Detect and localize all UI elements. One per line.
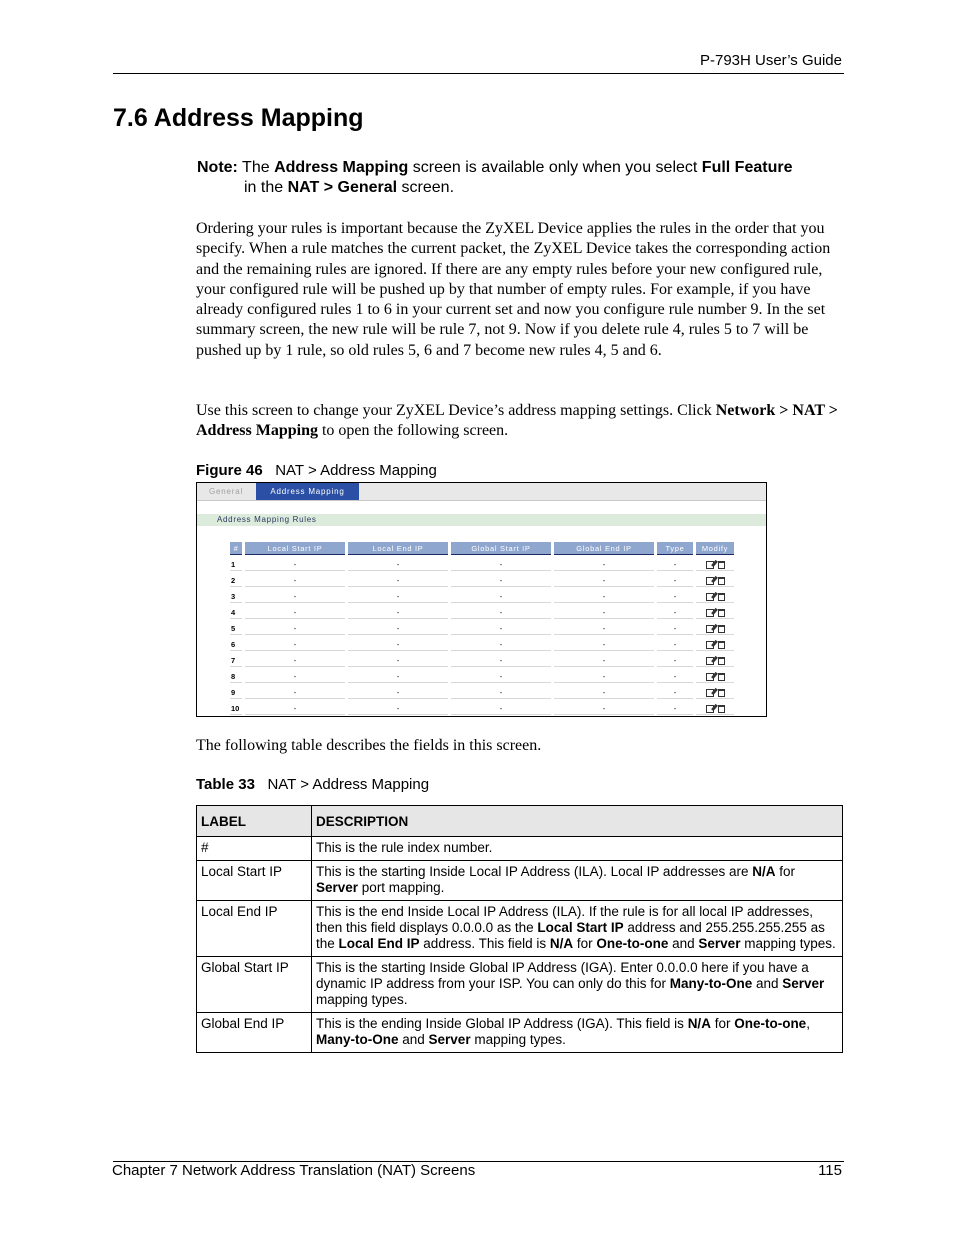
field-description-table (196, 805, 843, 1053)
table-row (197, 861, 843, 901)
note-text: screen. (397, 179, 455, 196)
rule-global-end: - (554, 670, 654, 683)
edit-icon[interactable] (706, 625, 714, 633)
edit-icon[interactable] (706, 609, 714, 617)
rule-modify (696, 702, 734, 715)
rule-local-end: - (348, 606, 448, 619)
rule-global-end: - (554, 702, 654, 715)
field-label: Global End IP (197, 1013, 312, 1053)
rule-global-start: - (451, 590, 551, 603)
field-description: This is the starting Inside Global IP Address (IGA). Enter 0.0.0.0 here if you have a dynamic IP address from your ISP. You can only do this for Many-to-One and Server mapping types. (312, 957, 843, 1013)
rule-local-start: - (245, 558, 345, 571)
rule-global-end: - (554, 606, 654, 619)
field-description: This is the end Inside Local IP Address (ILA). If the rule is for all local IP addresses, then this field displays 0.0.0.0 as the Local Start IP address and 255.255.255.255 as the Local End IP address. This field is N/A for One-to-one and Server mapping types. (312, 901, 843, 957)
table-row (197, 1013, 843, 1053)
tab-general[interactable]: General (197, 483, 255, 500)
header-rule (113, 73, 844, 74)
note-bold: Address Mapping (274, 159, 409, 176)
rule-modify (696, 654, 734, 667)
header-description: DESCRIPTION (312, 806, 843, 837)
rule-local-end: - (348, 670, 448, 683)
rule-index: 5 (230, 622, 242, 635)
col-local-end-ip: Local End IP (348, 542, 448, 555)
rule-type: - (657, 590, 693, 603)
field-label: Local Start IP (197, 861, 312, 901)
running-header: P-793H User’s Guide (699, 52, 842, 69)
rule-global-start: - (451, 702, 551, 715)
para-text: Use this screen to change your ZyXEL Device’s address mapping settings. Click (196, 402, 716, 419)
body-paragraph: Ordering your rules is important because the ZyXEL Device applies the rules in the order that you specify. When a rule matches the current packet, the ZyXEL Device takes the corresponding action and the remaining rules are ignored. If there are any empty rules before your new configured rule, your configured rule will be pushed up by that number of empty rules. For example, if you have already configured rules 1 to 6 in your current set and now you configure rule number 9. In the set summary screen, the new rule will be rule 7, not 9. Now if you delete rule 4, rules 5 to 7 will be pushed up by 1 rule, so old rules 5, 6 and 7 become new rules 4, 5 and 6. (196, 220, 831, 359)
rule-global-start: - (451, 638, 551, 651)
rule-local-end: - (348, 590, 448, 603)
col-local-start-ip: Local Start IP (245, 542, 345, 555)
tab-bar (197, 483, 766, 501)
rule-local-start: - (245, 622, 345, 635)
rule-type: - (657, 670, 693, 683)
delete-icon[interactable] (718, 625, 725, 633)
rule-local-end: - (348, 654, 448, 667)
rule-row (230, 606, 734, 619)
figure-caption (196, 462, 437, 479)
delete-icon[interactable] (718, 673, 725, 681)
col-global-start-ip: Global Start IP (451, 542, 551, 555)
field-label: Local End IP (197, 901, 312, 957)
rule-global-start: - (451, 558, 551, 571)
rule-index: 1 (230, 558, 242, 571)
note-bold: Full Feature (701, 159, 793, 176)
rule-global-start: - (451, 686, 551, 699)
header-label: LABEL (197, 806, 312, 837)
rule-row (230, 590, 734, 603)
rule-local-end: - (348, 686, 448, 699)
page-number: 115 (818, 1162, 842, 1179)
field-description: This is the ending Inside Global IP Address (IGA). This field is N/A for One-to-one, Many-to-One and Server mapping types. (312, 1013, 843, 1053)
delete-icon[interactable] (718, 577, 725, 585)
rule-index: 8 (230, 670, 242, 683)
field-description: This is the rule index number. (312, 837, 843, 861)
rule-global-start: - (451, 622, 551, 635)
figure-title: NAT > Address Mapping (275, 462, 437, 479)
rules-table (227, 539, 737, 717)
rule-index: 4 (230, 606, 242, 619)
rule-global-start: - (451, 654, 551, 667)
rule-index: 9 (230, 686, 242, 699)
para-bold: Network > NAT > Address Mapping (196, 402, 838, 440)
rule-local-start: - (245, 574, 345, 587)
rule-row (230, 654, 734, 667)
rule-row (230, 558, 734, 571)
rule-modify (696, 638, 734, 651)
delete-icon[interactable] (718, 593, 725, 601)
table-row (197, 957, 843, 1013)
delete-icon[interactable] (718, 705, 725, 713)
body-paragraph (196, 401, 842, 442)
address-mapping-screenshot (196, 482, 767, 717)
rule-local-end: - (348, 638, 448, 651)
rule-modify (696, 686, 734, 699)
rule-index: 7 (230, 654, 242, 667)
rule-global-end: - (554, 590, 654, 603)
rule-index: 10 (230, 702, 242, 715)
delete-icon[interactable] (718, 641, 725, 649)
note-label: Note: (197, 159, 238, 176)
note-bold: NAT > General (287, 179, 398, 196)
rule-global-end: - (554, 622, 654, 635)
edit-icon[interactable] (706, 689, 714, 697)
edit-icon[interactable] (706, 657, 714, 665)
rule-row (230, 702, 734, 715)
rule-local-start: - (245, 654, 345, 667)
edit-icon[interactable] (706, 641, 714, 649)
rule-local-start: - (245, 590, 345, 603)
section-heading: 7.6 Address Mapping (113, 104, 364, 132)
rule-row (230, 574, 734, 587)
rule-row (230, 638, 734, 651)
rule-global-start: - (451, 670, 551, 683)
rules-title: Address Mapping Rules (217, 515, 317, 524)
rule-type: - (657, 558, 693, 571)
rule-type: - (657, 686, 693, 699)
field-label: # (197, 837, 312, 861)
rule-local-start: - (245, 638, 345, 651)
rule-local-start: - (245, 670, 345, 683)
edit-icon[interactable] (706, 593, 714, 601)
rule-global-start: - (451, 574, 551, 587)
rule-row (230, 670, 734, 683)
rule-type: - (657, 622, 693, 635)
edit-icon[interactable] (706, 673, 714, 681)
rule-global-end: - (554, 574, 654, 587)
rule-index: 3 (230, 590, 242, 603)
figure-label: Figure 46 (196, 462, 263, 479)
delete-icon[interactable] (718, 561, 725, 569)
rule-type: - (657, 638, 693, 651)
table-row (197, 837, 843, 861)
delete-icon[interactable] (718, 689, 725, 697)
rule-modify (696, 606, 734, 619)
rule-global-end: - (554, 686, 654, 699)
rule-global-end: - (554, 558, 654, 571)
rule-row (230, 686, 734, 699)
rule-type: - (657, 654, 693, 667)
rule-modify (696, 670, 734, 683)
note-text: The (237, 159, 275, 176)
tab-address-mapping[interactable]: Address Mapping (256, 483, 359, 500)
rule-modify (696, 622, 734, 635)
rule-type: - (657, 606, 693, 619)
note-box (197, 158, 847, 198)
delete-icon[interactable] (718, 609, 725, 617)
rule-index: 6 (230, 638, 242, 651)
rule-local-start: - (245, 686, 345, 699)
footer-chapter: Chapter 7 Network Address Translation (NAT) Screens (112, 1162, 476, 1179)
edit-icon[interactable] (706, 577, 714, 585)
rule-local-start: - (245, 606, 345, 619)
rule-index: 2 (230, 574, 242, 587)
rule-local-start: - (245, 702, 345, 715)
table-title: NAT > Address Mapping (267, 776, 430, 793)
col-type: Type (657, 542, 693, 555)
body-paragraph: The following table describes the fields in this screen. (196, 737, 542, 754)
col-global-end-ip: Global End IP (554, 542, 654, 555)
note-text: in the (244, 179, 288, 196)
rule-global-end: - (554, 654, 654, 667)
field-label: Global Start IP (197, 957, 312, 1013)
rule-type: - (657, 702, 693, 715)
table-row (197, 901, 843, 957)
edit-icon[interactable] (706, 705, 714, 713)
rule-local-end: - (348, 622, 448, 635)
note-text: screen is available only when you select (408, 159, 702, 176)
rule-local-end: - (348, 702, 448, 715)
table-caption (196, 776, 429, 793)
rule-global-end: - (554, 638, 654, 651)
rule-global-start: - (451, 606, 551, 619)
delete-icon[interactable] (718, 657, 725, 665)
edit-icon[interactable] (706, 561, 714, 569)
table-label: Table 33 (196, 776, 255, 793)
rule-type: - (657, 574, 693, 587)
para-text: to open the following screen. (317, 422, 509, 440)
rule-local-end: - (348, 558, 448, 571)
rule-row (230, 622, 734, 635)
rule-modify (696, 590, 734, 603)
col-modify: Modify (696, 542, 734, 555)
rule-modify (696, 574, 734, 587)
col-index: # (230, 542, 242, 555)
rule-local-end: - (348, 574, 448, 587)
field-description: This is the starting Inside Local IP Address (ILA). Local IP addresses are N/A for Server port mapping. (312, 861, 843, 901)
rule-modify (696, 558, 734, 571)
